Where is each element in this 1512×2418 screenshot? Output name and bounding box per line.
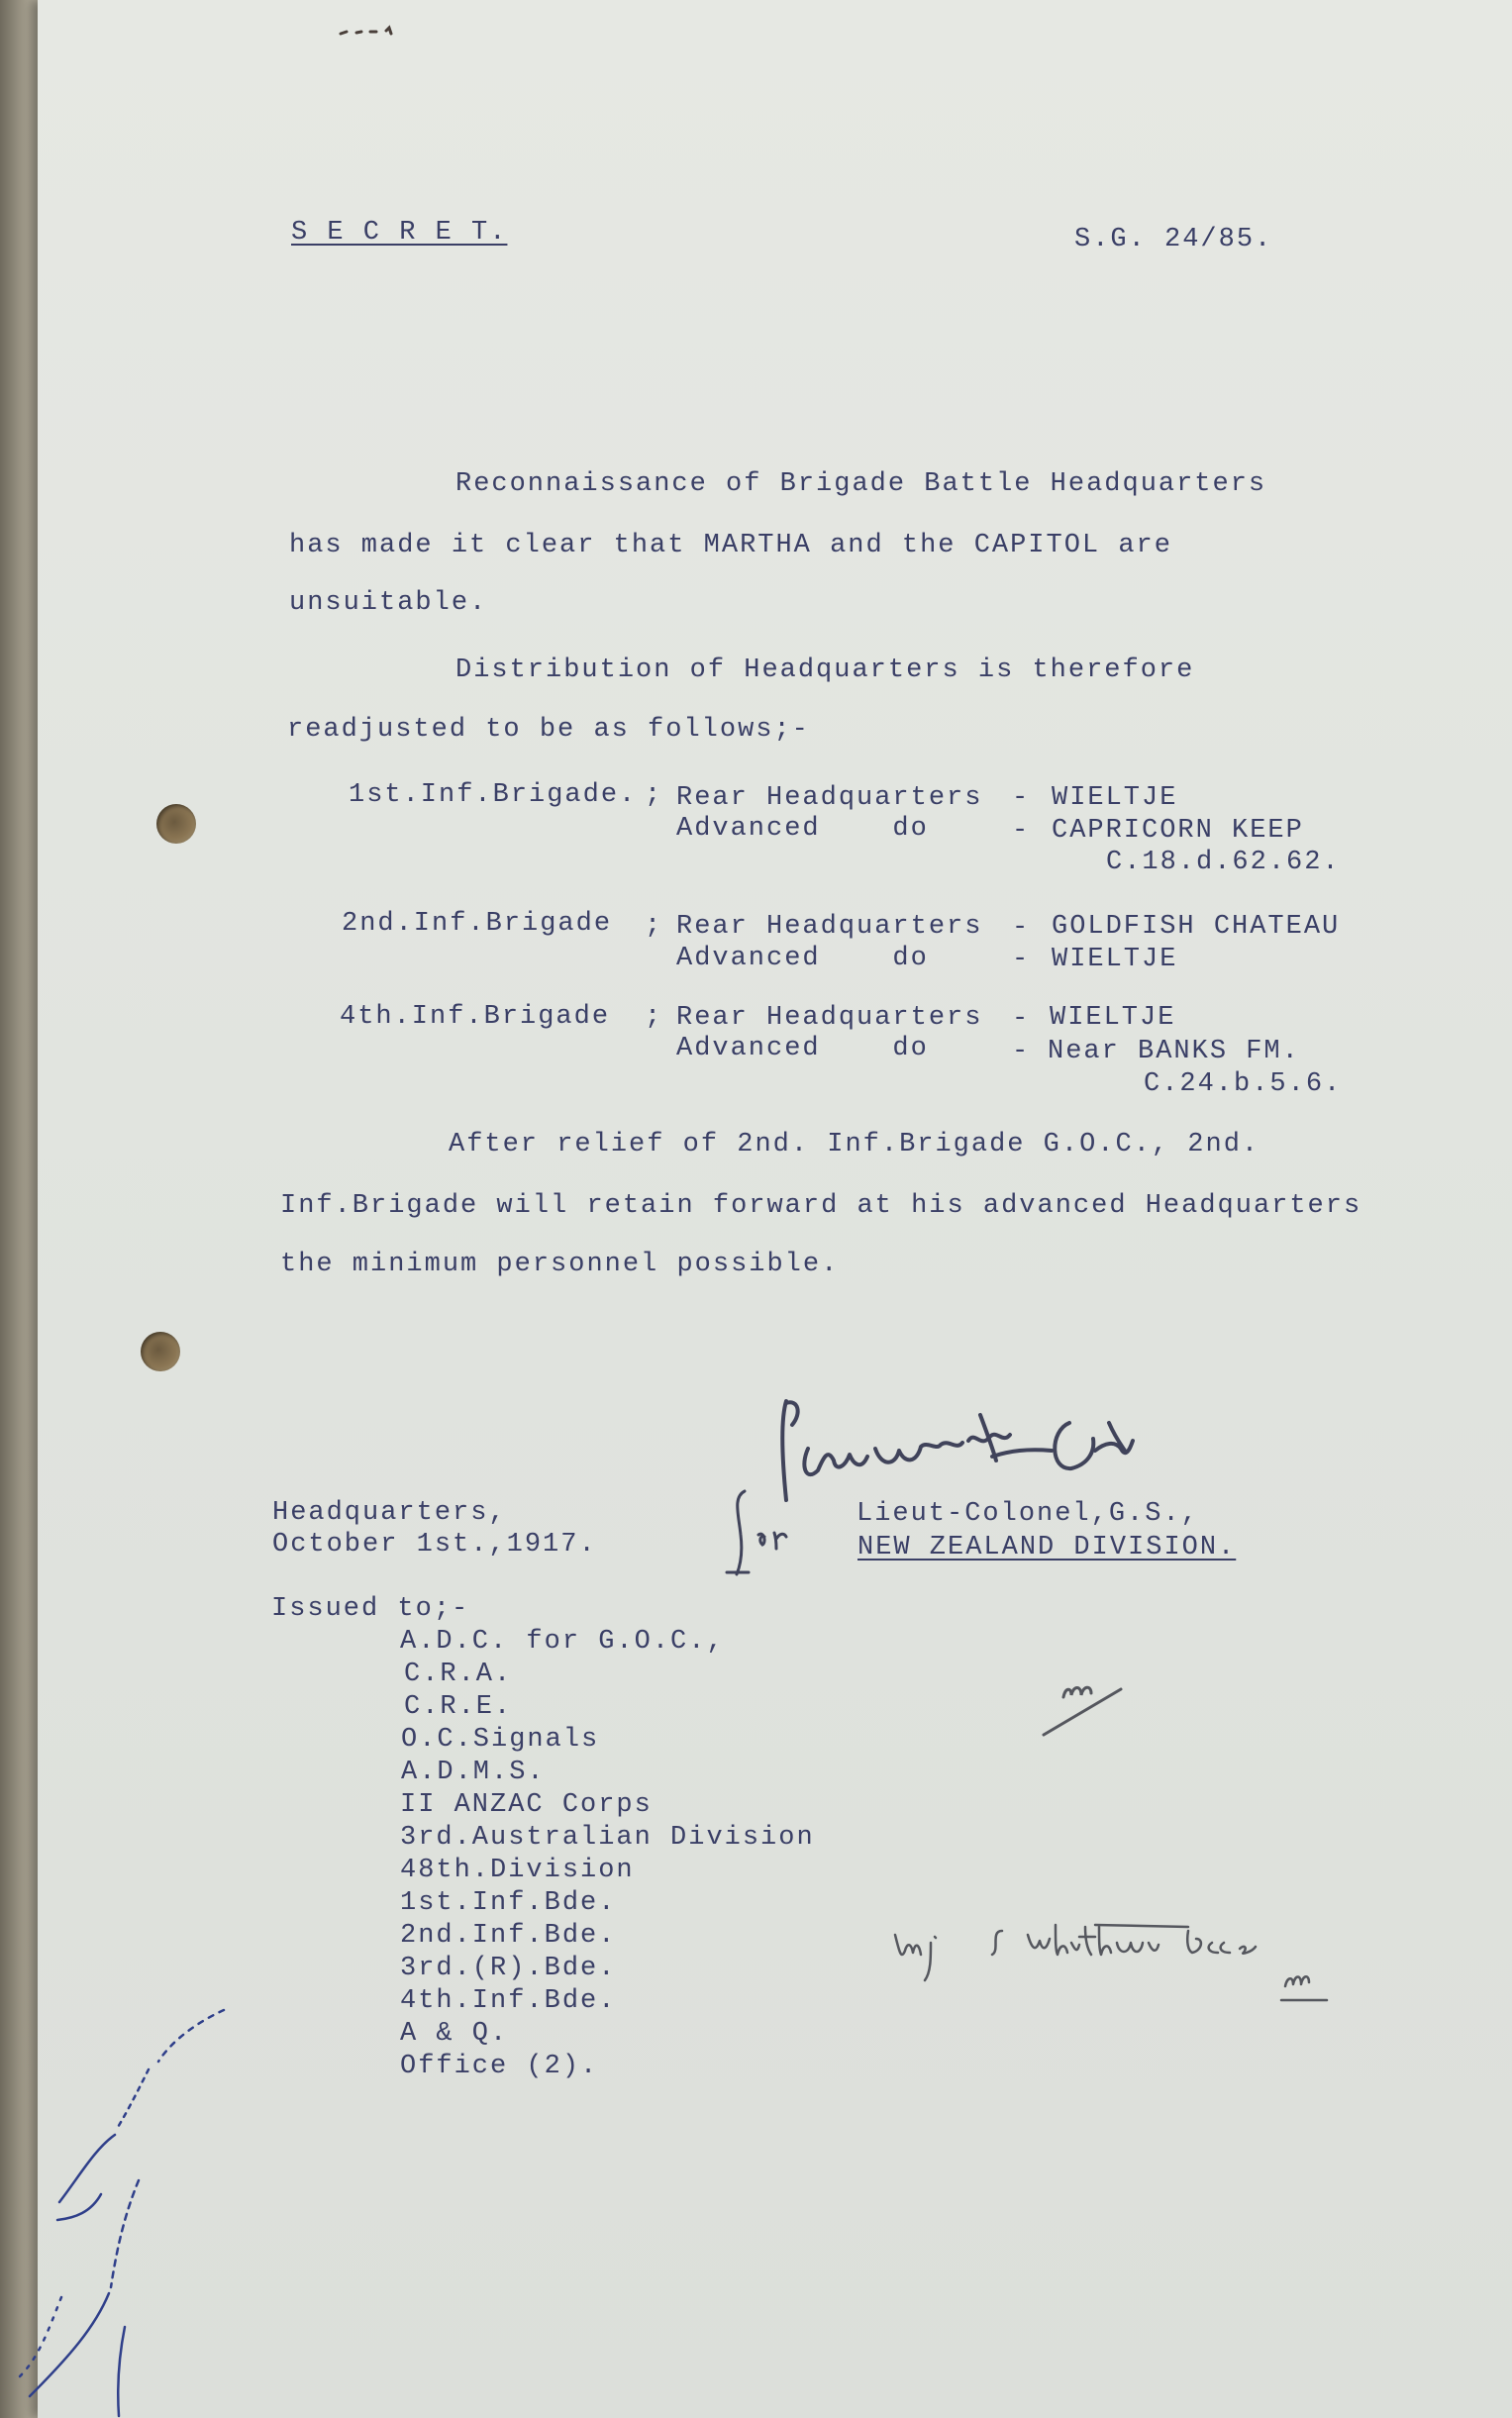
paragraph-line: has made it clear that MARTHA and the CAPITOL are (289, 531, 1172, 560)
recipient-item: O.C.Signals (401, 1725, 600, 1755)
paragraph-line: After relief of 2nd. Inf.Brigade G.O.C., 2nd. (449, 1130, 1260, 1159)
classification-heading: S E C R E T. (291, 218, 508, 248)
origin-line: Headquarters, (272, 1498, 507, 1528)
paragraph-line: unsuitable. (289, 588, 488, 618)
hq-label: Rear Headquarters (676, 1003, 983, 1033)
recipient-item: A.D.C. for G.O.C., (400, 1627, 725, 1657)
paragraph-line: Inf.Brigade will retain forward at his advanced Headquarters (280, 1191, 1362, 1221)
grid-reference: C.24.b.5.6. (1144, 1069, 1343, 1099)
brigade-separator: ; (645, 1002, 663, 1032)
reference-number: S.G. 24/85. (1074, 225, 1273, 254)
recipient-item: C.R.E. (404, 1692, 513, 1722)
hq-location: Near BANKS FM. (1048, 1037, 1300, 1066)
hq-dash: - (1012, 945, 1031, 974)
hq-label: Advanced do (676, 814, 929, 844)
brigade-separator: ; (645, 780, 663, 810)
paragraph-line: readjusted to be as follows;- (287, 715, 810, 745)
recipient-item: 4th.Inf.Bde. (400, 1986, 617, 2016)
paragraph-line: Distribution of Headquarters is therefore (455, 655, 1195, 685)
distribution-heading: Issued to;- (271, 1594, 470, 1624)
recipient-item: A & Q. (400, 2019, 509, 2049)
hq-location: WIELTJE (1052, 783, 1178, 813)
ink-scribble (0, 2000, 238, 2418)
recipient-item: 3rd.(R).Bde. (400, 1954, 617, 1983)
hq-location: CAPRICORN KEEP (1052, 816, 1304, 846)
paragraph-line: the minimum personnel possible. (280, 1250, 840, 1279)
hq-dash: - (1012, 1037, 1031, 1066)
hq-label: Rear Headquarters (676, 912, 983, 942)
pencil-annotation (891, 1921, 1347, 2020)
hq-location: WIELTJE (1050, 1003, 1176, 1033)
hq-label: Advanced do (676, 944, 929, 973)
recipient-item: A.D.M.S. (401, 1758, 546, 1787)
grid-reference: C.18.d.62.62. (1106, 848, 1341, 877)
paragraph-line: Reconnaissance of Brigade Battle Headquarters (455, 469, 1267, 499)
recipient-item: C.R.A. (404, 1660, 513, 1689)
brigade-name: 4th.Inf.Brigade (340, 1002, 611, 1032)
recipient-item: 2nd.Inf.Bde. (400, 1921, 617, 1951)
origin-date: October 1st.,1917. (272, 1530, 597, 1560)
hq-dash: - (1012, 783, 1031, 813)
recipient-item: 1st.Inf.Bde. (400, 1888, 617, 1918)
for-mark (723, 1485, 792, 1579)
hq-dash: - (1012, 816, 1031, 846)
hq-location: WIELTJE (1052, 945, 1178, 974)
recipient-item: II ANZAC Corps (400, 1790, 653, 1820)
brigade-name: 1st.Inf.Brigade. (349, 780, 638, 810)
punch-hole (156, 804, 196, 844)
for-mark-text (733, 1485, 741, 1486)
hq-location: GOLDFISH CHATEAU (1052, 912, 1341, 942)
handwritten-signature (772, 1391, 1238, 1505)
recipient-item: 48th.Division (400, 1856, 635, 1885)
hq-dash: - (1012, 1004, 1031, 1034)
signatory-unit: NEW ZEALAND DIVISION. (857, 1533, 1237, 1562)
punch-hole (141, 1332, 180, 1371)
signatory-rank: Lieut-Colonel,G.S., (857, 1499, 1199, 1529)
stray-ink-mark (337, 22, 426, 42)
recipient-item: 3rd.Australian Division (400, 1823, 815, 1853)
hq-label: Advanced do (676, 1034, 929, 1063)
brigade-separator: ; (645, 911, 663, 941)
hq-dash: - (1012, 913, 1031, 943)
recipient-item: Office (2). (400, 2052, 599, 2081)
pencil-initial (1038, 1663, 1127, 1743)
brigade-name: 2nd.Inf.Brigade (342, 909, 613, 939)
hq-label: Rear Headquarters (676, 783, 983, 813)
